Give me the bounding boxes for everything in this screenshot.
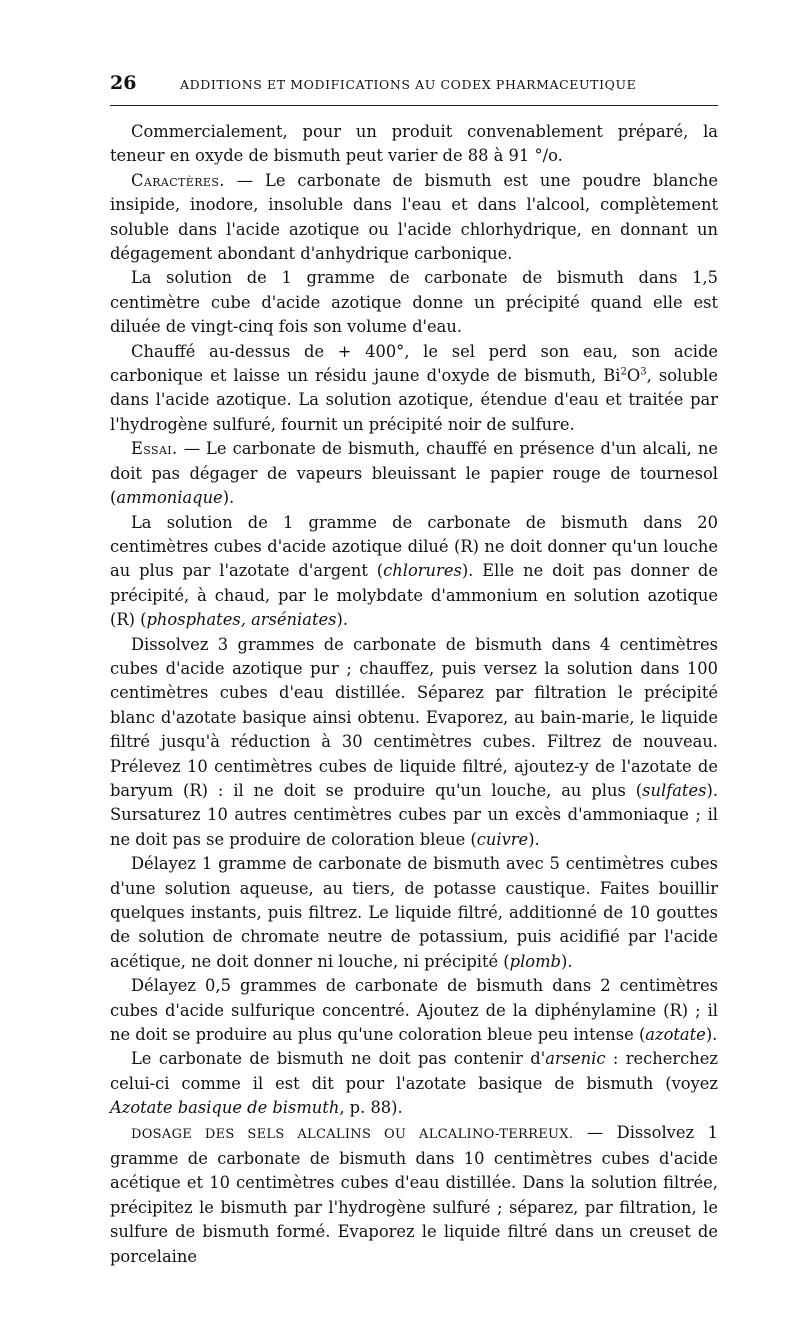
paragraph-plomb: Délayez 1 gramme de carbonate de bismuth avec 5 centimètres cubes d'une solution aqueuse, au tiers, de potasse caustique. Faites bouillir quelques instants, puis filtrez. Le liquide filtré, additionné de 10 gouttes de solution de chromate neutre de potassium, puis acidifié par l'acide acétique, ne doit donner ni louche, ni précipité (plomb). xyxy=(110,854,718,971)
paragraph-essai: Essai. — Le carbonate de bismuth, chauffé en présence d'un alcali, ne doit pas dégager de vapeurs bleuissant le papier rouge de tournesol (ammoniaque). xyxy=(110,439,718,508)
paragraph-sulfates: Dissolvez 3 grammes de carbonate de bismuth dans 4 centimètres cubes d'acide azotique pur ; chauffez, puis versez la solution dans 100 centimètres cubes d'eau distillée. Séparez par filtration le précipité blanc d'azotate basique ainsi obtenu. Evaporez, au bain-marie, le liquide filtré jusqu'à réduction à 30 centimètres cubes. Filtrez de nouveau. Prélevez 10 centimètres cubes de liquide filtré, ajoutez-y de l'azotate de baryum (R) : il ne doit se produire qu'un louche, au plus (sulfates). Sursaturez 10 autres centimètres cubes par un excès d'ammoniaque ; il ne doit pas se produire de coloration bleue (cuivre). xyxy=(110,634,718,849)
running-title: ADDITIONS ET MODIFICATIONS AU CODEX PHARMACEUTIQUE xyxy=(180,77,637,92)
section-heading: DOSAGE DES SELS ALCALINS OU ALCALINO-TERREUX. xyxy=(131,1126,574,1142)
paragraph-composition: Commercialement, pour un produit convenablement préparé, la teneur en oxyde de bismuth peut varier de 88 à 91 °/o. xyxy=(110,122,718,166)
paragraph-dosage: DOSAGE DES SELS ALCALINS OU ALCALINO-TERREUX. — Dissolvez 1 gramme de carbonate de bismuth dans 10 centimètres cubes d'acide acétique et 10 centimètres cubes d'eau distillée. Dans la solution filtrée, précipitez le bismuth par l'hydrogène sulfuré ; séparez, par filtration, le sulfure de bismuth formé. Evaporez le liquide filtré dans un creuset de porcelaine xyxy=(110,1122,718,1266)
page-body xyxy=(110,120,718,1269)
page-header xyxy=(110,72,718,102)
header-rule xyxy=(110,105,718,106)
section-heading: Caractères. xyxy=(131,170,225,190)
paragraph-caracteres: Caractères. — Le carbonate de bismuth est une poudre blanche insipide, inodore, insoluble dans l'eau et dans l'alcool, complètement soluble dans l'acide azotique ou l'acide chlorhydrique, en donnant un dégagement abondant d'anhydrique carbonique. xyxy=(110,170,718,264)
paragraph-solution: La solution de 1 gramme de carbonate de bismuth dans 1,5 centimètre cube d'acide azotique donne un précipité quand elle est diluée de vingt-cinq fois son volume d'eau. xyxy=(110,268,718,337)
paragraph-azotate: Délayez 0,5 grammes de carbonate de bismuth dans 2 centimètres cubes d'acide sulfurique concentré. Ajoutez de la diphénylamine (R) ; il ne doit se produire au plus qu'une coloration bleue peu intense (azotate). xyxy=(110,976,718,1045)
paragraph-arsenic: Le carbonate de bismuth ne doit pas contenir d'arsenic : recherchez celui-ci comme il est dit pour l'azotate basique de bismuth (voyez Azotate basique de bismuth, p. 88). xyxy=(110,1049,718,1118)
section-heading: Essai. xyxy=(131,439,178,459)
paragraph-chlorures: La solution de 1 gramme de carbonate de bismuth dans 20 centimètres cubes d'acide azotique dilué (R) ne doit donner qu'un louche au plus par l'azotate d'argent (chlorures). Elle ne doit pas donner de précipité, à chaud, par le molybdate d'ammonium en solution azotique (R) (phosphates, arséniates). xyxy=(110,512,718,630)
paragraph-chauffe: Chauffé au-dessus de + 400°, le sel perd son eau, son acide carbonique et laisse un résidu jaune d'oxyde de bismuth, $Bi^2O^3$, soluble dans l'acide azotique. La solution azotique, étendue d'eau et traitée par l'hydrogène sulfuré, fournit un précipité noir de sulfure. xyxy=(110,341,719,434)
page-number: 26 xyxy=(110,72,137,94)
